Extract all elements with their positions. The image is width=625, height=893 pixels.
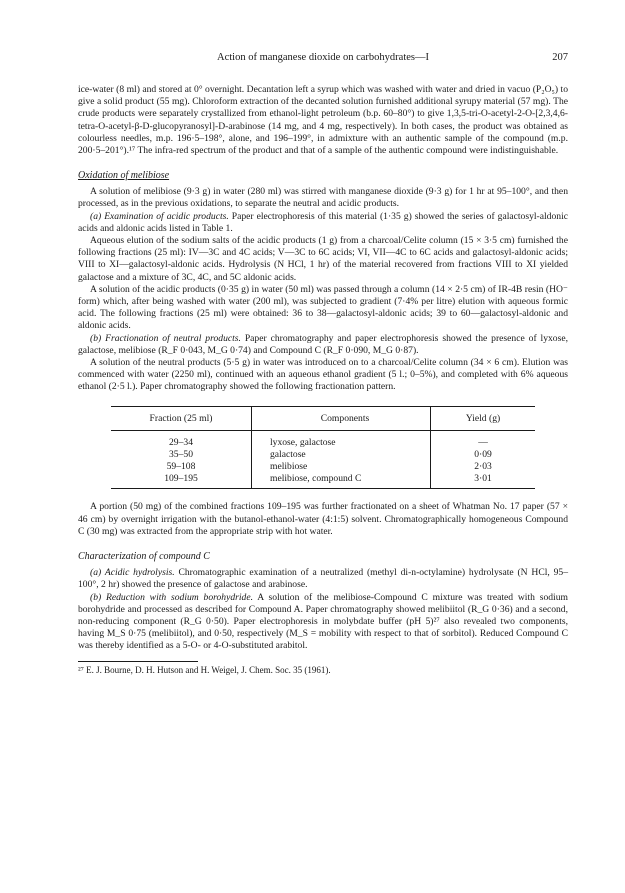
table-cell-components: melibiose, compound C — [252, 473, 431, 489]
table-header-components: Components — [252, 406, 431, 430]
table-cell-yield: — — [431, 430, 536, 449]
journal-page — [78, 52, 568, 676]
footnote: ²⁷ E. J. Bourne, D. H. Hutson and H. Weigel, J. Chem. Soc. 35 (1961). — [78, 664, 331, 675]
intro-paragraph: ice-water (8 ml) and stored at 0° overnight. Decantation left a syrup which was washed with water and dried in vacuo (P₂O₅) to give a solid product (55 mg). Chloroform extraction of the decanted solution furnished additional syrupy material (57 mg). The crude products were separately crystallized from ethanol-light petroleum (b.p. 60–80°) to give 1,3,5-tri-O-acetyl-2-O-[2,3,4,6-tetra-O-acetyl-β-D-glucopyranosyl]-D-arabinose (14 mg, and 4 mg, respectively). In both cases, the product was obtained as colourless needles, m.p. 196·5–198°, alone, and 196–199°, in admixture with an authentic sample of the compound (m.p. 200·5–201°).¹⁷ The infra-red spectrum of the product and that of a sample of the authentic compound were indistinguishable. — [78, 84, 568, 157]
table-cell-components: galactose — [252, 449, 431, 461]
page-number: 207 — [552, 52, 568, 63]
table-cell-yield: 0·09 — [431, 449, 536, 461]
acidic-hydrolysis-heading: (a) Acidic hydrolysis. — [90, 567, 175, 579]
table-header-row — [111, 406, 535, 430]
table-cell-fraction: 59–108 — [166, 461, 196, 473]
aqueous-elution-paragraph: Aqueous elution of the sodium salts of the acidic products (1 g) from a charcoal/Celite column (15 × 3·5 cm) furnished the following fractions (25 ml): IV—3C and 4C acids; V—3C to 6C acids; VI, VII—4C to 6C acids and galactosyl-aldonic acids; VIII to XI—galactosyl-aldonic acids. Hydrolysis (N HCl, 1 hr) of the material recovered from fractions VIII to XI yielded galactose and a mixture of 3C, 4C, and 5C aldonic acids. — [78, 235, 568, 283]
table-cell-fraction: 35–50 — [169, 448, 193, 460]
table-header-yield: Yield (g) — [431, 406, 536, 430]
table-cell-fraction: 109–195 — [111, 473, 252, 489]
table-row — [111, 430, 535, 449]
borohydride-reduction-paragraph: (b) Reduction with sodium borohydride. A solution of the melibiose-Compound C mixture was treated with sodium borohydride and processed as described for Compound A. Paper chromatography showed melibiitol (R_G 0·36) and a second, non-reducing component (R_G 0·50). Paper electrophoresis in molybdate buffer (pH 5)²⁷ also revealed two components, having M_S 0·75 (melibiitol), and 0·50, respectively (M_S = mobility with respect to that of sorbitol). Reduced Compound C was thereby identified as a 5-O- or 4-O-substituted arabitol. — [78, 591, 568, 652]
table-row — [111, 449, 535, 461]
melibiose-paragraph: A solution of melibiose (9·3 g) in water (280 ml) was stirred with manganese dioxide (9·3 g) for 1 hr at 95–100°, and then processed, as in the previous oxidations, to separate the neutral and acidic products. — [78, 186, 568, 210]
table-row — [111, 461, 535, 473]
table-cell-components: lyxose, galactose — [252, 430, 431, 449]
acidic-hydrolysis-paragraph: (a) Acidic hydrolysis. Chromatographic examination of a neutralized (methyl di-n-octylamine) hydrolysate (N HCl, 95–100°, 2 hr) showed the presence of galactose and arabinose. — [78, 567, 569, 591]
neutral-products-heading: (b) Fractionation of neutral products. — [90, 332, 241, 344]
borohydride-reduction-heading: (b) Reduction with sodium borohydride. — [90, 591, 253, 603]
acidic-products-paragraph: (a) Examination of acidic products. Paper electrophoresis of this material (1·35 g) showed the series of galactosyl-aldonic acids and aldonic acids listed in Table 1. — [78, 210, 568, 234]
table-cell-components: melibiose — [252, 461, 431, 473]
charcoal-column-paragraph: A solution of the neutral products (5·5 g) in water was introduced on to a charcoal/Celite column (34 × 6 cm). Elution was commenced with water (2250 ml), continued with an aqueous ethanol gradient (5 l.; 0–5%), and completed with 6% aqueous ethanol (2·5 l.). Paper chromatography showed the following fractionation pattern. — [78, 357, 568, 393]
acidic-products-heading: (a) Examination of acidic products. — [90, 210, 229, 222]
table-header-fraction: Fraction (25 ml) — [111, 406, 252, 430]
section-heading-melibiose: Oxidation of melibiose — [78, 170, 170, 182]
page-header — [78, 52, 568, 66]
neutral-products-paragraph: (b) Fractionation of neutral products. Paper chromatography and paper electrophoresis showed the presence of lyxose, galactose, melibiose (R_F 0·043, M_G 0·74) and Compound C (R_F 0·090, M_G 0·87). — [78, 332, 568, 356]
ir4b-resin-paragraph: A solution of the acidic products (0·35 g) in water (50 ml) was passed through a column (14 × 2·5 cm) of IR-4B resin (HO⁻ form) which, after being washed with water (200 ml), was subjected to gradient (7·4% per litre) elution with aqueous formic acid. The following fractions (25 ml) were obtained: 36 to 38—galactosyl-aldonic acids; 39 to 60—galactosyl-aldonic and aldonic acids. — [78, 283, 568, 332]
footnote-divider — [78, 661, 198, 662]
table-row — [111, 473, 535, 489]
running-title: Action of manganese dioxide on carbohydrates—I — [217, 52, 429, 63]
paper-fractionation-paragraph: A portion (50 mg) of the combined fractions 109–195 was further fractionated on a sheet of Whatman No. 17 paper (57 × 46 cm) by overnight irrigation with the butanol-ethanol-water (4:1:5) solvent. Chromatographically homogeneous Compound C (30 mg) was extracted from the appropriate strip with hot water. — [78, 501, 568, 537]
fractionation-table — [111, 406, 535, 490]
table-cell-fraction: 29–34 — [169, 436, 193, 448]
section-heading-characterization: Characterization of compound C — [78, 551, 210, 563]
table-cell-yield: 2·03 — [431, 461, 536, 473]
table-cell-yield: 3·01 — [431, 473, 536, 489]
fractionation-table-wrapper — [78, 406, 568, 490]
